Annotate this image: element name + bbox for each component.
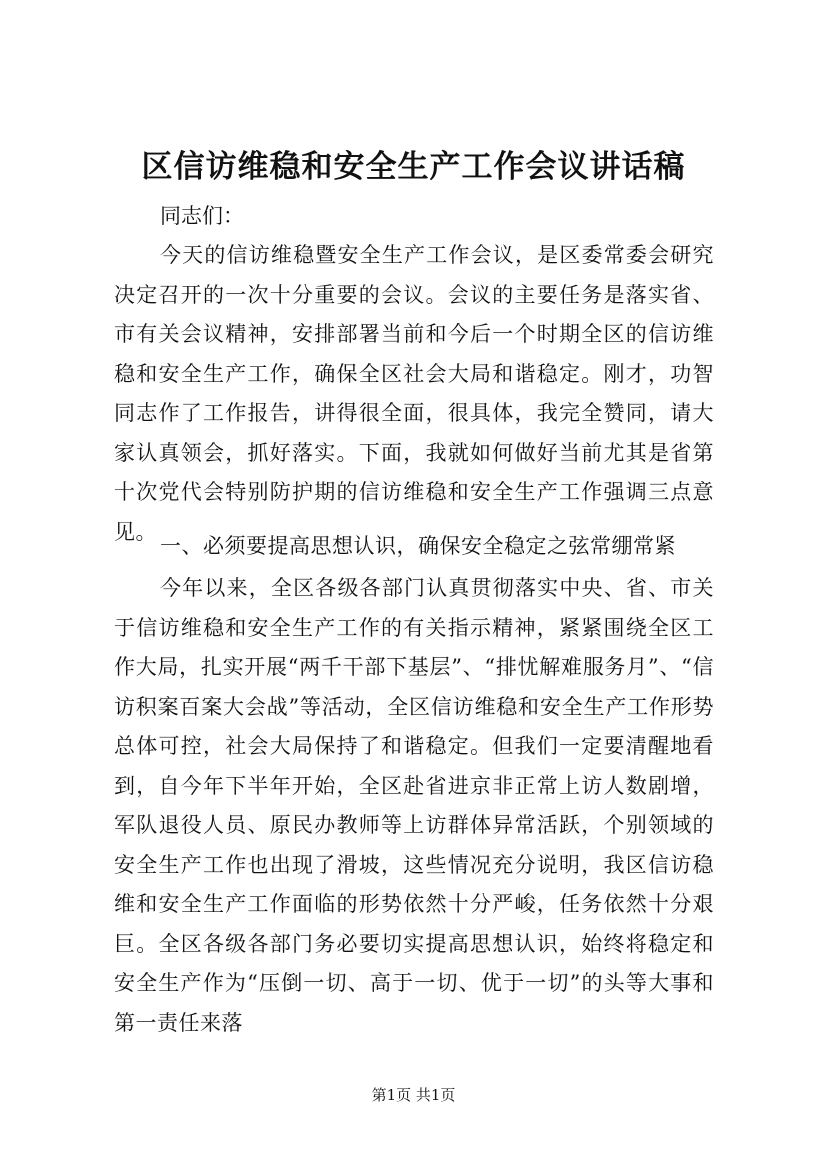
- paragraph-section-1: 今年以来，全区各级各部门认真贯彻落实中央、省、市关于信访维稳和安全生产工作的有关指示精神，紧紧围绕全区工作大局，扎实开展“两千干部下基层”、“排忧解难服务月”、“信访积案百案大会战”等活动，全区信访维稳和安全生产工作形势总体可控，社会大局保持了和谐稳定。但我们一定要清醒地看到，自今年下半年开始，全区赴省进京非正常上访人数剧增，军队退役人员、原民办教师等上访群体异常活跃，个别领域的安全生产工作也出现了滑坡，这些情况充分说明，我区信访稳维和安全生产工作面临的形势依然十分严峻，任务依然十分艰巨。全区各级各部门务必要切实提高思想认识，始终将稳定和安全生产作为“压倒一切、高于一切、优于一切”的头等大事和第一责任来落: [114, 576, 714, 1035]
- page-footer: 第1页 共1页: [371, 1086, 456, 1104]
- document-title: 区信访维稳和安全生产工作会议讲话稿: [141, 149, 686, 185]
- salutation: 同志们：: [160, 204, 244, 228]
- paragraph-intro: 今天的信访维稳暨安全生产工作会议，是区委常委会研究决定召开的一次十分重要的会议。会议的主要任务是落实省、市有关会议精神，安排部署当前和今后一个时期全区的信访维稳和安全生产工作，确保全区社会大局和谐稳定。刚才，功智同志作了工作报告，讲得很全面，很具体，我完全赞同，请大家认真领会，抓好落实。下面，我就如何做好当前尤其是省第十次党代会特别防护期的信访维稳和安全生产工作强调三点意见。: [114, 243, 714, 544]
- section-heading-1: 一、必须要提高思想认识，确保安全稳定之弦常绷常紧: [160, 534, 676, 558]
